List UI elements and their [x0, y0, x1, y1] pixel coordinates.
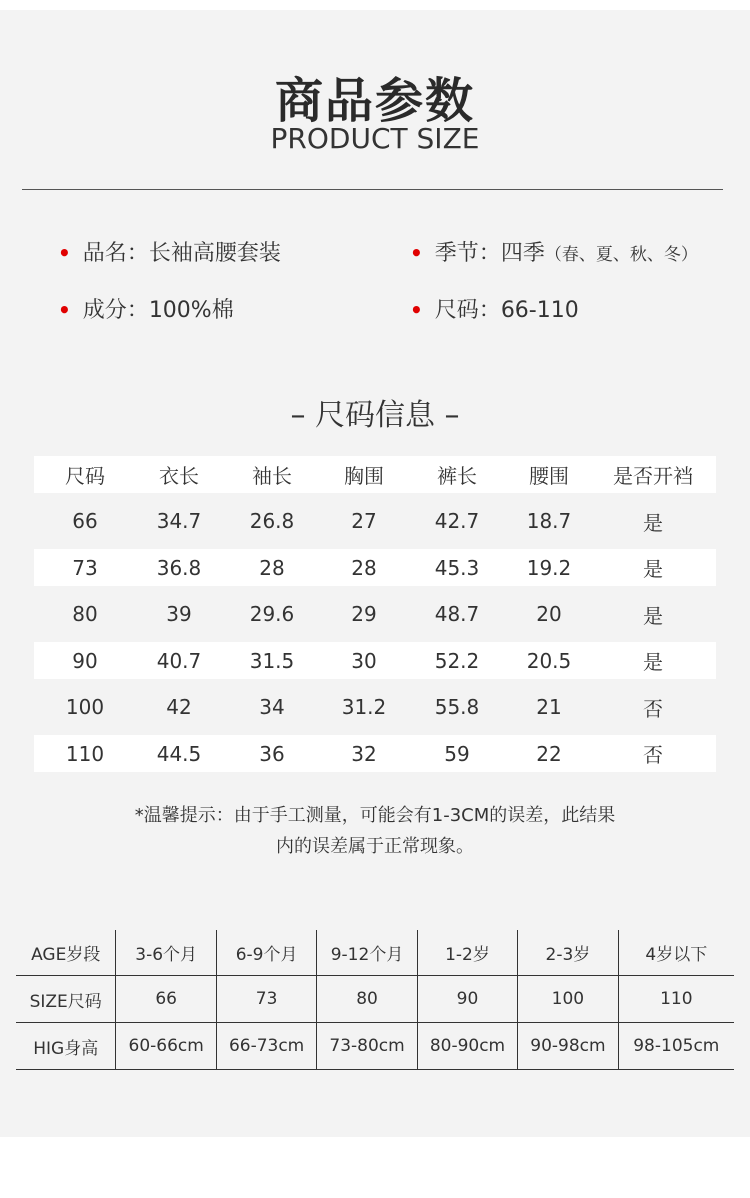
bullet-icon: • [58, 241, 71, 265]
info-season-value: 四季 [500, 241, 545, 266]
size-table [34, 456, 716, 782]
table-cell: 39 [166, 602, 192, 626]
page-subtitle: PRODUCT SIZE [270, 122, 480, 155]
header-cell: 腰围 [529, 464, 569, 488]
page-title: 商品参数 [274, 73, 475, 129]
table-cell: 31.2 [341, 695, 387, 719]
info-season-label: 季节： [434, 241, 501, 266]
header-cell: 衣长 [159, 464, 199, 488]
age-row [16, 930, 734, 976]
table-cell: 66 [72, 509, 98, 533]
header-divider [22, 189, 723, 190]
table-cell: 20.5 [526, 648, 572, 673]
table-cell: 是 [643, 510, 663, 535]
row-header-cell: AGE岁段 [31, 945, 101, 965]
table-cell: 98-105cm [618, 1023, 734, 1069]
table-cell: 66 [115, 976, 215, 1022]
table-row [34, 596, 716, 633]
table-cell: 28 [351, 555, 377, 580]
table-cell: 80 [316, 976, 416, 1022]
table-cell: 34.7 [156, 509, 202, 533]
info-size-label: 尺码： [434, 298, 501, 323]
info-size-value: 66-110 [500, 298, 579, 323]
table-row [34, 549, 716, 586]
table-cell: 1-2岁 [417, 930, 517, 975]
table-cell: 4岁以下 [618, 930, 734, 975]
bullet-icon: • [410, 298, 423, 322]
tip-line-1: *温馨提示：由于手工测量，可能会有1-3CM的误差，此结果 [134, 805, 616, 826]
info-name-value: 长袖高腰套装 [148, 241, 281, 266]
table-cell: 80 [72, 602, 98, 626]
table-cell: 90 [417, 976, 517, 1022]
product-size-panel [0, 10, 750, 1137]
info-season [410, 236, 698, 267]
table-cell: 是 [643, 557, 663, 581]
header-cell: 袖长 [252, 464, 292, 488]
table-cell: 73 [216, 976, 316, 1022]
table-cell: 3-6个月 [115, 930, 215, 975]
table-cell: 19.2 [526, 555, 572, 580]
table-cell: 100 [65, 695, 105, 719]
measurement-tip [0, 800, 750, 862]
table-cell: 110 [65, 741, 105, 766]
table-cell: 42.7 [434, 509, 480, 533]
info-product-name [58, 236, 281, 267]
tip-line-2: 内的误差属于正常现象。 [276, 836, 474, 857]
table-cell: 59 [444, 741, 470, 766]
size-row [16, 976, 734, 1023]
table-cell: 55.8 [434, 695, 480, 719]
table-cell: 60-66cm [115, 1023, 215, 1069]
table-cell: 66-73cm [216, 1023, 316, 1069]
header-cell: 裤长 [437, 464, 477, 488]
table-cell: 44.5 [156, 741, 202, 766]
table-row [34, 503, 716, 540]
table-cell: 20 [536, 602, 562, 626]
table-cell: 80-90cm [417, 1023, 517, 1069]
header-cell: 尺码 [65, 464, 105, 488]
table-cell: 是 [643, 650, 663, 674]
table-cell: 31.5 [249, 648, 295, 673]
info-season-note: （春、夏、秋、冬） [544, 245, 698, 265]
table-cell: 28 [259, 555, 285, 580]
header-cell: 是否开裆 [613, 464, 693, 488]
table-cell: 40.7 [156, 648, 202, 673]
table-cell: 45.3 [434, 555, 480, 580]
table-cell: 是 [643, 603, 663, 628]
info-size [410, 293, 579, 324]
table-cell: 110 [618, 976, 734, 1022]
table-cell: 36 [259, 741, 285, 766]
table-cell: 90-98cm [517, 1023, 617, 1069]
size-info-title: – 尺码信息 – [290, 398, 460, 433]
table-cell: 36.8 [156, 555, 202, 580]
table-cell: 34 [259, 695, 285, 719]
table-cell: 100 [517, 976, 617, 1022]
table-row [34, 642, 716, 679]
table-cell: 73-80cm [316, 1023, 416, 1069]
table-cell: 73 [72, 555, 98, 580]
table-cell: 29 [351, 602, 377, 626]
table-cell: 90 [72, 648, 98, 673]
bullet-icon: • [58, 298, 71, 322]
table-row [34, 689, 716, 726]
table-cell: 22 [536, 741, 562, 766]
table-cell: 否 [643, 743, 663, 767]
table-cell: 42 [166, 695, 192, 719]
row-header-cell: HIG身高 [33, 1038, 99, 1059]
table-cell: 29.6 [249, 602, 295, 626]
size-table-header [34, 456, 716, 493]
age-size-table [16, 930, 734, 1070]
bullet-icon: • [410, 241, 423, 265]
table-cell: 9-12个月 [316, 930, 416, 975]
table-cell: 48.7 [434, 602, 480, 626]
table-cell: 27 [351, 509, 377, 533]
table-cell: 2-3岁 [517, 930, 617, 975]
table-cell: 26.8 [249, 509, 295, 533]
table-cell: 32 [351, 741, 377, 766]
row-header-cell: SIZE尺码 [29, 991, 102, 1012]
info-material-value: 100%棉 [148, 298, 234, 323]
table-cell: 30 [351, 648, 377, 673]
table-cell: 21 [536, 695, 562, 719]
info-material [58, 293, 234, 324]
table-cell: 否 [643, 696, 663, 721]
height-row [16, 1023, 734, 1070]
info-material-label: 成分： [82, 298, 149, 323]
table-cell: 6-9个月 [216, 930, 316, 975]
table-cell: 52.2 [434, 648, 480, 673]
table-row [34, 735, 716, 772]
info-name-label: 品名： [82, 241, 149, 266]
table-cell: 18.7 [526, 509, 572, 533]
header-cell: 胸围 [344, 464, 384, 488]
